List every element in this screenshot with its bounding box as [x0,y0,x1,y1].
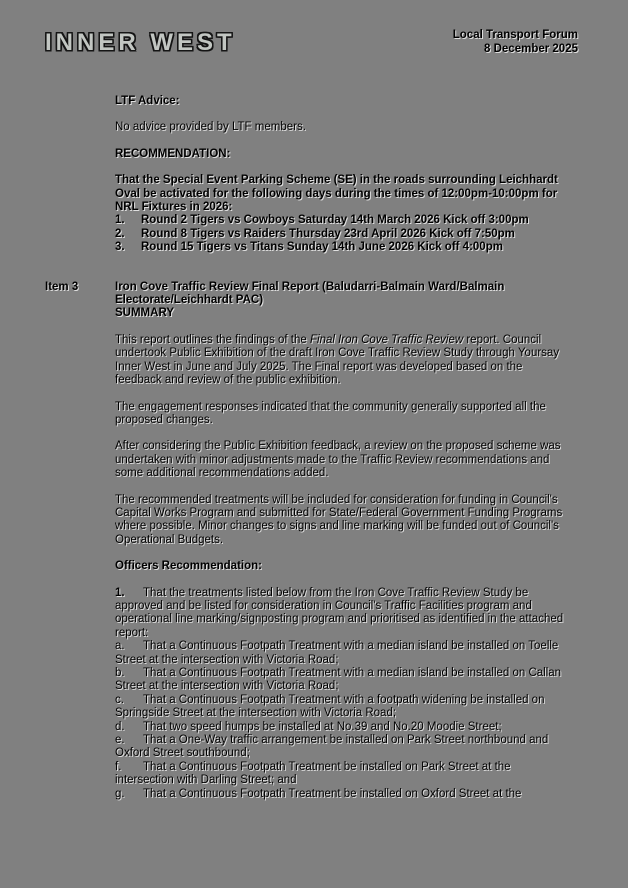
subitem-prefix: a. [115,640,125,653]
recommendation-item-1 [115,587,565,641]
subitem-text: That a Continuous Footpath Treatment with a median island be installed on Callan Street at the intersection with Victoria Road; [115,667,562,693]
subitem-prefix: e. [115,734,125,747]
fixture-list-item [115,214,565,227]
subitem-prefix: b. [115,667,125,679]
subitem-text: That a Continuous Footpath Treatment with a median island be installed on Toelle Street at the intersection with Victoria Road; [115,640,559,666]
recommendation-heading: RECOMMENDATION: [115,147,231,160]
recommendation-subitem [115,788,565,801]
fixture-list-item [115,228,565,241]
item3-title: Iron Cove Traffic Review Final Report (Baludarri-Balmain Ward/Balmain Electorate/Leichhardt PAC) [115,280,505,307]
recommendation-subitem [115,721,565,734]
meeting-title: Local Transport Forum [452,29,578,41]
item3-heading-block [115,281,565,334]
fixture-list-item [115,241,565,254]
subitem-prefix: f. [115,760,122,773]
recommendation-item-text: That the treatments listed below from the Iron Cove Traffic Review Study be approved and be listed for consideration in Council's Traffic Facilities program and operational line marking/signposting program and prioritised as identified in the attached report: [115,586,564,639]
summary-heading: SUMMARY [115,307,174,320]
fixture-number: 3. [115,241,125,254]
officers-recommendation-heading: Officers Recommendation: [115,560,262,573]
summary-paragraph-4: The recommended treatments will be included for consideration for funding in Council's Capital Works Program and submitted for State/Federal Government Funding Programs where possible. Minor changes to signs and line marking will be funded out of Council's Operational Budgets. [115,493,563,546]
recommendation-subitem [115,667,565,694]
summary-p1-before: This report outlines the findings of the [115,333,310,346]
recommendation-subitem [115,761,565,788]
recommendation-item-prefix: 1. [115,586,125,599]
document-body [45,95,565,801]
ltf-advice-heading: LTF Advice: [115,95,180,107]
summary-paragraph-3: After considering the Public Exhibition feedback, a review on the proposed scheme was undertaken with minor adjustments made to the Traffic Review recommendations and some additional recommendations added. [115,440,561,480]
page-header [45,28,578,58]
summary-p1-italic: Final Iron Cove Traffic Review [309,333,464,346]
subitem-text: That a Continuous Footpath Treatment be installed on Park Street at the intersection with Darling Street; and [115,760,511,787]
subitem-prefix: d. [115,720,125,733]
item3-label: Item 3 [45,280,79,293]
recommendation-subitem [115,694,565,721]
subitem-text: That a Continuous Footpath Treatment be installed on Oxford Street at the [143,787,522,800]
subitem-text: That a One-Way traffic arrangement be installed on Park Street northbound and Oxford Street southbound; [115,734,549,760]
meeting-date: 8 December 2025 [484,43,578,55]
fixture-text: Round 8 Tigers vs Raiders Thursday 23rd April 2026 Kick off 7:50pm [141,227,515,240]
inner-west-council-logo: INNER WEST [45,29,236,56]
subitem-prefix: g. [115,787,125,800]
recommendation-intro: That the Special Event Parking Scheme (SE) in the roads surrounding Leichhardt Oval be activated for the following days during the times of 12:00pm-10:00pm for NRL Fixtures in 2026: [115,174,558,214]
ltf-advice-body: No advice provided by LTF members. [115,121,306,134]
recommendation-subitem [115,734,565,761]
subitem-text: That a Continuous Footpath Treatment with a footpath widening be installed on Springside Street at the intersection with Victoria Road; [115,693,545,720]
subitem-text: That two speed humps be installed at No.39 and No.20 Moodie Street; [143,720,502,733]
fixture-number: 2. [115,227,125,240]
summary-paragraph-1 [115,334,565,388]
item3-heading-row [45,281,565,334]
recommendation-subitem [115,640,565,667]
header-meta [453,28,578,56]
fixture-text: Round 15 Tigers vs Titans Sunday 14th June 2026 Kick off 4:00pm [141,241,503,254]
summary-paragraph-2: The engagement responses indicated that the community generally supported all the proposed changes. [115,400,546,426]
fixture-text: Round 2 Tigers vs Cowboys Saturday 14th March 2026 Kick off 3:00pm [141,214,529,227]
fixture-number: 1. [115,214,125,227]
subitem-prefix: c. [115,693,124,706]
summary-p1-after: report. Council undertook Public Exhibition of the draft Iron Cove Traffic Review Study through Yoursay Inner West in June and July 2025. The Final report was developed based on the feedback and review of the public exhibition. [115,333,560,387]
